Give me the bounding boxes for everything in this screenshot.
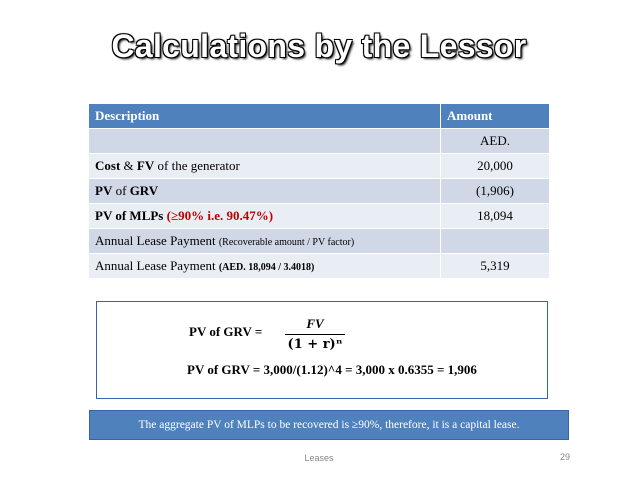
formula-label: PV of GRV = (189, 324, 263, 339)
description-fragment: Annual Lease Payment (95, 258, 219, 273)
row-description (89, 129, 441, 154)
formula-numerator: FV (306, 316, 324, 331)
slide-title: Calculations by the Lessor (111, 28, 527, 64)
row-amount (441, 229, 550, 254)
description-fragment: Cost (95, 158, 121, 173)
table-body (89, 129, 549, 279)
row-description (89, 204, 441, 229)
description-fragment: of (112, 183, 130, 198)
table-header-row (89, 104, 549, 129)
description-fragment: PV of MLPs (95, 208, 164, 223)
formula-denominator: (1 + r)ⁿ (287, 337, 343, 352)
description-fragment: PV (95, 183, 113, 198)
row-description (89, 179, 441, 204)
row-description (89, 229, 441, 254)
table-row (89, 179, 549, 204)
row-amount: 5,319 (441, 254, 550, 279)
table-row (89, 229, 549, 254)
footer-text: Leases (304, 453, 334, 463)
calculation-table (89, 104, 549, 279)
description-fragment: of the generator (154, 158, 240, 173)
conclusion-note: The aggregate PV of MLPs to be recovered is ≥90%, therefore, it is a capital lease. (89, 410, 569, 440)
description-fragment: (AED. 18,094 / 3.4018) (218, 262, 315, 273)
row-description (89, 154, 441, 179)
row-amount: (1,906) (441, 179, 550, 204)
fraction-bar (285, 334, 345, 335)
description-fragment: GRV (129, 183, 159, 198)
table-row (89, 129, 549, 154)
description-fragment: & (120, 158, 137, 173)
row-amount: 20,000 (441, 154, 550, 179)
row-amount: AED. (441, 129, 550, 154)
description-fragment: FV (136, 158, 155, 173)
table-row (89, 154, 549, 179)
table-row (89, 204, 549, 229)
description-fragment: Annual Lease Payment (95, 233, 219, 248)
description-fragment: (Recoverable amount / PV factor) (218, 237, 355, 248)
description-fragment: (≥90% i.e. 90.47%) (166, 208, 274, 223)
header-amount: Amount (441, 104, 550, 129)
page-number: 29 (560, 452, 571, 462)
row-amount: 18,094 (441, 204, 550, 229)
row-description (89, 254, 441, 279)
table-row (89, 254, 549, 279)
formula-calculation: PV of GRV = 3,000/(1.12)^4 = 3,000 x 0.6355 = 1,906 (187, 362, 477, 377)
formula-box (96, 301, 548, 399)
header-description: Description (89, 104, 441, 129)
formula-fraction (285, 316, 345, 352)
